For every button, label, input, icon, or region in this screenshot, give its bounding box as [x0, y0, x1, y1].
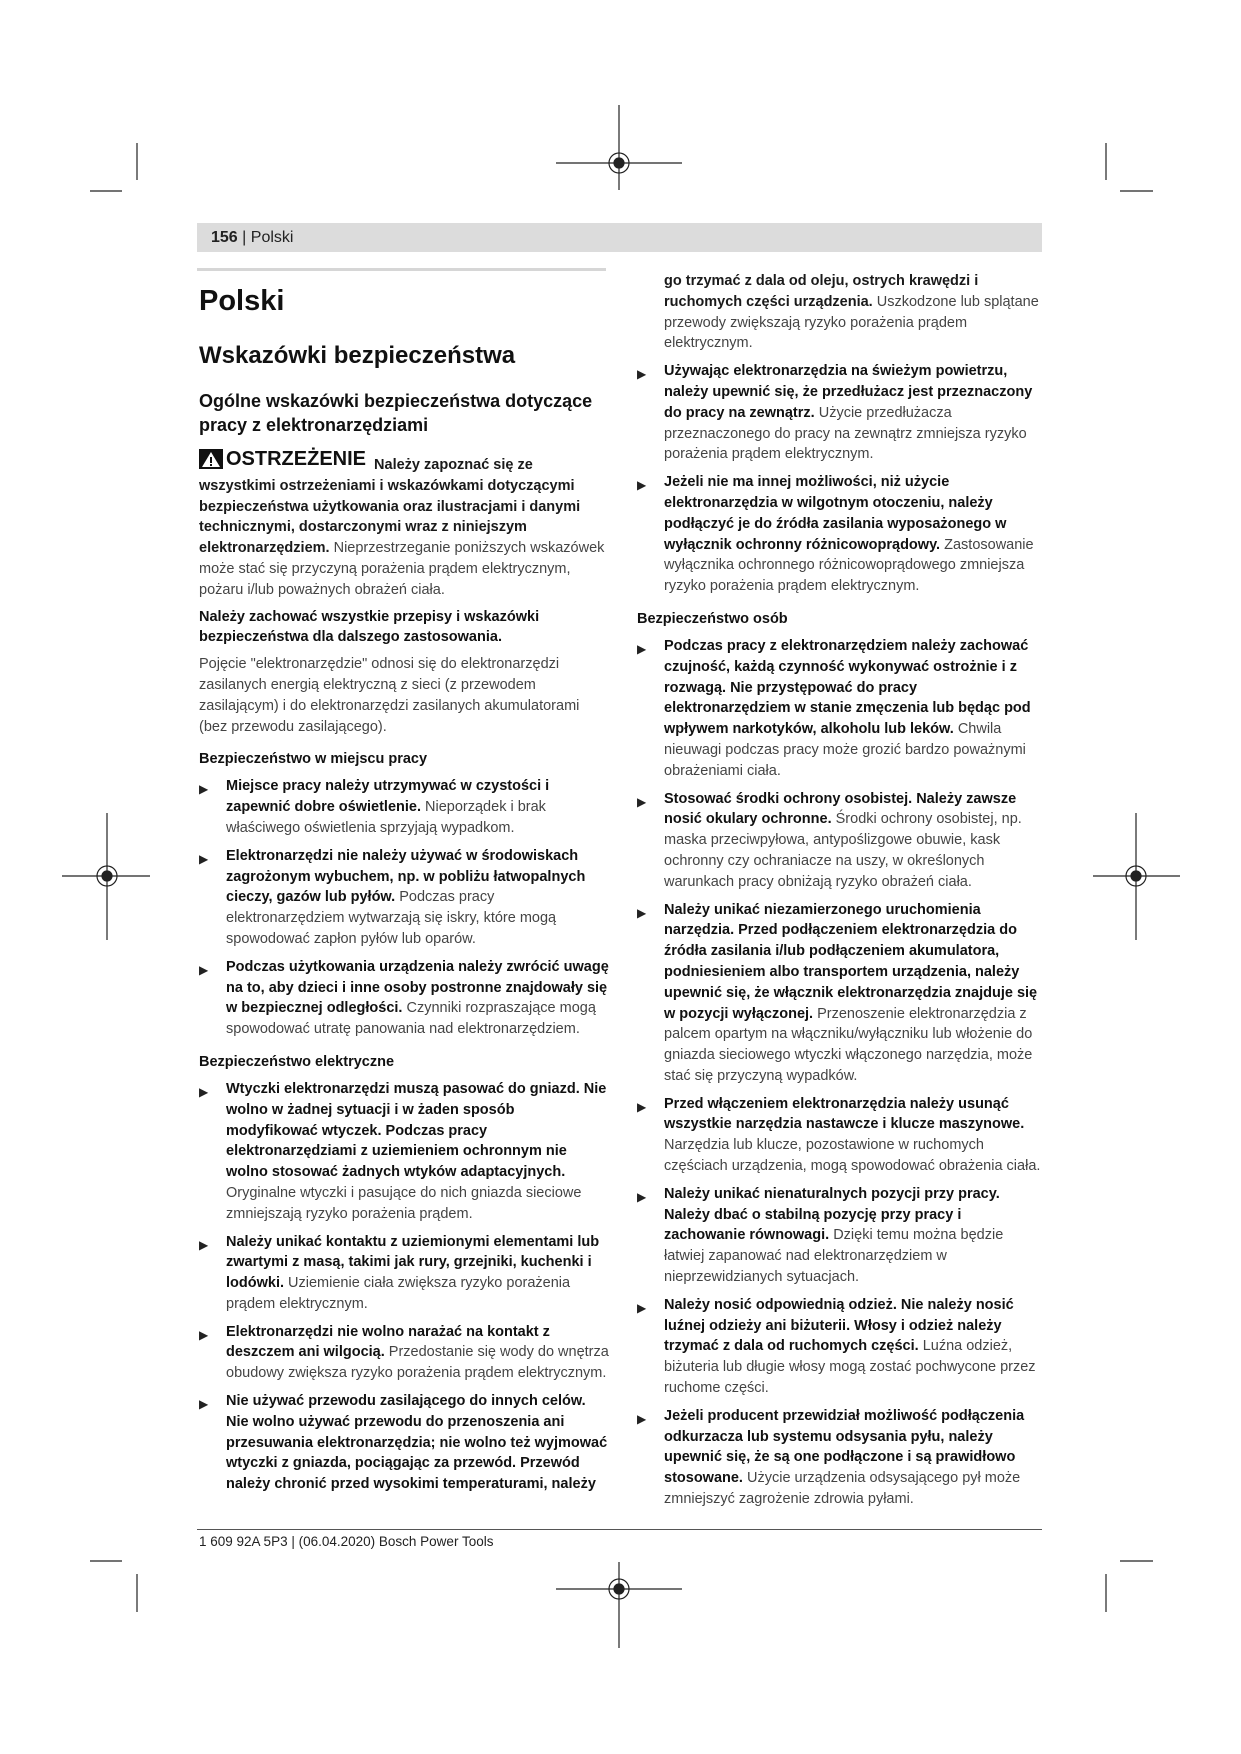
list-item: [637, 900, 1045, 1087]
warning-bold-text: Należy zapoznać się ze wszystkimi ostrzeżeniami i wskazówkami dotyczącymi bezpieczeństwa użytkowania oraz ilustracjami i danymi technicznymi, dostarczonymi wraz z niniejszym elektronarzędziem.: [199, 457, 581, 557]
list-item: [199, 846, 610, 950]
list-item: [637, 472, 1045, 597]
item-bold: Jeżeli producent przewidział możliwość podłączenia odkurzacza lub systemu odsysania pyłu, należy upewnić się, że są one podłączone i są prawidłowo stosowane.: [664, 1407, 1025, 1487]
left-column: [199, 283, 610, 1502]
item-bold: Należy unikać niezamierzonego uruchomienia narzędzia. Przed podłączeniem elektronarzędzia do źródła zasilania i/lub podłączeniem akumulatora, podniesieniem albo transportem urządzenia, należy upewnić się, że włącznik elektronarzędzia znajduje się w pozycji wyłączonej.: [664, 901, 1038, 1022]
bullet-arrow-icon: ▶: [199, 1084, 209, 1099]
electrical-heading: Bezpieczeństwo elektryczne: [199, 1053, 395, 1070]
bullet-arrow-icon: ▶: [637, 1300, 647, 1315]
section-title: Wskazówki bezpieczeństwa: [199, 342, 516, 369]
bullet-arrow-icon: ▶: [199, 851, 209, 866]
item-bold: Należy unikać kontaktu z uziemionymi elementami lub zwartymi z masą, takimi jak rury, grzejniki, kuchenki i lodówki.: [226, 1233, 600, 1292]
item-bold: Podczas użytkowania urządzenia należy zwrócić uwagę na to, aby dzieci i inne osoby postronne znajdowały się w bezpiecznej odległości.: [226, 958, 609, 1017]
item-bold: Przed włączeniem elektronarzędzia należy usunąć wszystkie narzędzia nastawcze i klucze maszynowe.: [664, 1095, 1025, 1133]
item-light: Użycie urządzenia odsysającego pył może zmniejszyć zagrożenie zdrowia pyłami.: [664, 1470, 1021, 1508]
right-column: [637, 271, 1045, 1517]
warning-label-text: OSTRZEŻENIE: [226, 448, 367, 470]
item-bold: Jeżeli nie ma innej możliwości, niż użycie elektronarzędzia w wilgotnym otoczeniu, należy podłączyć je do źródła zasilania wyposażonego w wyłącznik ochronny różnicowoprądowy.: [664, 474, 1007, 553]
list-item: [199, 1322, 610, 1384]
item-bold: Podczas pracy z elektronarzędziem należy zachować czujność, każdą czynność wykonywać ostrożnie i z rozwagą. Nie przystępować do pracy elektronarzędziem w stanie zmęczenia lub będąc pod wpływem narkotyków, alkoholu lub leków.: [664, 637, 1031, 738]
item-light: Chwila nieuwagi podczas pracy może grozić bardzo poważnymi obrażeniami ciała.: [664, 721, 1026, 779]
personal-heading: Bezpieczeństwo osób: [637, 610, 788, 627]
item-bold: Należy unikać nienaturalnych pozycji przy pracy. Należy dbać o stabilną pozycję przy pracy i zachowanie równowagi.: [664, 1185, 1000, 1244]
item-bold: Wtyczki elektronarzędzi muszą pasować do gniazd. Nie wolno w żadnej sytuacji i w żaden sposób modyfikować wtyczek. Podczas pracy elektronarzędziami z uziemieniem ochronnym nie wolno stosować żadnych wtyków adaptacyjnych.: [226, 1080, 607, 1181]
bullet-arrow-icon: ▶: [637, 1099, 647, 1114]
page-number: 156: [211, 229, 238, 246]
item-bold: Nie używać przewodu zasilającego do innych celów. Nie wolno używać przewodu do przenoszenia ani przesuwania elektronarzędzia; nie wolno też wyjmować wtyczki z gniazda, pociągając za przewód. Przewód należy chronić przed wysokimi temperaturami, należy: [226, 1393, 608, 1493]
item-light: Dzięki temu można będzie łatwiej zapanować nad elektronarzędziem w nieprzewidzianych sytuacjach.: [664, 1227, 1004, 1286]
item-light: Przenoszenie elektronarzędzia z palcem opartym na włączniku/wyłączniku lub włożenie do gniazda sieciowego wtyczki włączonego narzędzia, może stać się przyczyną wypadków.: [664, 1005, 1033, 1084]
bullet-arrow-icon: ▶: [637, 1411, 647, 1426]
item-light: Użycie przedłużacza przeznaczonego do pracy na zewnątrz zmniejsza ryzyko porażenia prądem elektrycznym.: [664, 404, 1027, 463]
list-item: [199, 1232, 610, 1315]
warning-block: [199, 447, 610, 601]
bullet-arrow-icon: ▶: [637, 794, 647, 809]
list-item: [637, 636, 1045, 782]
list-item: [199, 1079, 610, 1225]
bullet-arrow-icon: ▶: [637, 478, 647, 493]
bullet-arrow-icon: ▶: [199, 962, 209, 977]
keep-notice: [199, 607, 610, 649]
item-bold: go trzymać z dala od oleju, ostrych krawędzi i ruchomych części urządzenia.: [664, 273, 979, 310]
item-light: Podczas pracy elektronarzędziem wytwarzają się iskry, które mogą spowodować zapłon pyłów lub oparów.: [226, 889, 557, 947]
definition-text: Pojęcie "elektronarzędzie" odnosi się do elektronarzędzi zasilanych energią elektryczną z sieci (z przewodem zasilającym) i do elektronarzędzi zasilanych akumulatorami (bez przewodu zasilającego).: [199, 656, 580, 735]
bullet-arrow-icon: ▶: [637, 367, 647, 382]
warning-triangle-icon: [199, 449, 223, 469]
continuation-text: [664, 271, 1045, 354]
item-bold: Elektronarzędzi nie wolno narażać na kontakt z deszczem ani wilgocią.: [226, 1323, 550, 1361]
warning-light-text: Nieprzestrzeganie poniższych wskazówek może stać się przyczyną porażenia prądem elektrycznym, pożaru i/lub poważnych obrażeń ciała.: [199, 540, 605, 598]
list-item: [637, 1295, 1045, 1399]
item-bold: Należy nosić odpowiednią odzież. Nie należy nosić luźnej odzieży ani biżuterii. Włosy i odzież należy trzymać z dala od ruchomych części.: [664, 1296, 1014, 1355]
item-light: Środki ochrony osobistej, np. maska przeciwpyłowa, antypoślizgowe obuwie, kask ochronny czy ochraniacze na uszy, w określonych warunkach pracy obniżają ryzyko obrażeń ciała.: [664, 811, 1022, 890]
item-light: Uszkodzone lub splątane przewody zwiększają ryzyko porażenia prądem elektrycznym.: [664, 293, 1039, 352]
page-title: Polski: [199, 285, 285, 317]
list-item: [199, 776, 610, 838]
warning-label: [199, 447, 366, 471]
list-item: [637, 1094, 1045, 1177]
bullet-arrow-icon: ▶: [637, 905, 647, 920]
item-light: Oryginalne wtyczki i pasujące do nich gniazda sieciowe zmniejszają ryzyko porażenia prądem.: [226, 1184, 582, 1222]
item-light: Czynniki rozpraszające mogą spowodować utratę panowania nad elektronarzędziem.: [226, 1000, 596, 1038]
list-item: [637, 1406, 1045, 1510]
list-item: [199, 1391, 610, 1495]
header-bar: [197, 223, 1042, 252]
item-bold: Używając elektronarzędzia na świeżym powietrzu, należy upewnić się, że przedłużacz jest przeznaczony do pracy na zewnątrz.: [664, 363, 1033, 421]
workplace-heading: Bezpieczeństwo w miejscu pracy: [199, 751, 428, 768]
bullet-arrow-icon: ▶: [637, 1189, 647, 1204]
item-bold: Miejsce pracy należy utrzymywać w czystości i zapewnić dobre oświetlenie.: [226, 778, 550, 816]
bullet-arrow-icon: ▶: [199, 782, 209, 797]
item-bold: Stosować środki ochrony osobistej. Należy zawsze nosić okulary ochronne.: [664, 790, 1017, 828]
footer-rule: [197, 1529, 1042, 1530]
header-language: Polski: [250, 229, 294, 246]
list-item: [637, 1184, 1045, 1288]
list-item: [637, 789, 1045, 893]
subsection-title: Ogólne wskazówki bezpieczeństwa dotyczące pracy z elektronarzędziami: [199, 391, 593, 435]
page-footer: 1 609 92A 5P3 | (06.04.2020) Bosch Power Tools: [199, 1534, 494, 1549]
item-light: Przedostanie się wody do wnętrza obudowy zwiększa ryzyko porażenia prądem elektrycznym.: [226, 1344, 609, 1382]
title-rule: [197, 268, 606, 271]
list-item: [199, 957, 610, 1040]
item-light: Uziemienie ciała zwiększa ryzyko porażenia prądem elektrycznym.: [226, 1275, 571, 1312]
bullet-arrow-icon: ▶: [637, 641, 647, 656]
page-header: [211, 229, 293, 247]
item-light: Luźna odzież, biżuteria lub długie włosy mogą zostać pochwycone przez ruchome części.: [664, 1338, 1036, 1397]
bullet-arrow-icon: ▶: [199, 1237, 209, 1252]
item-light: Nieporządek i brak właściwego oświetlenia sprzyjają wypadkom.: [226, 799, 546, 836]
header-separator: |: [242, 229, 247, 246]
item-bold: Elektronarzędzi nie należy używać w środowiskach zagrożonym wybuchem, np. w pobliżu łatwopalnych cieczy, gazów lub pyłów.: [226, 847, 586, 906]
item-light: Zastosowanie wyłącznika ochronnego różnicowoprądowego zmniejsza ryzyko porażenia prądem elektrycznym.: [664, 536, 1034, 595]
bullet-arrow-icon: ▶: [199, 1397, 209, 1412]
bullet-arrow-icon: ▶: [199, 1327, 209, 1342]
list-item: [637, 361, 1045, 465]
item-light: Narzędzia lub klucze, pozostawione w ruchomych częściach urządzenia, mogą spowodować obrażenia ciała.: [664, 1137, 1041, 1175]
keep-notice-text: Należy zachować wszystkie przepisy i wskazówki bezpieczeństwa dla dalszego zastosowania.: [199, 608, 540, 646]
